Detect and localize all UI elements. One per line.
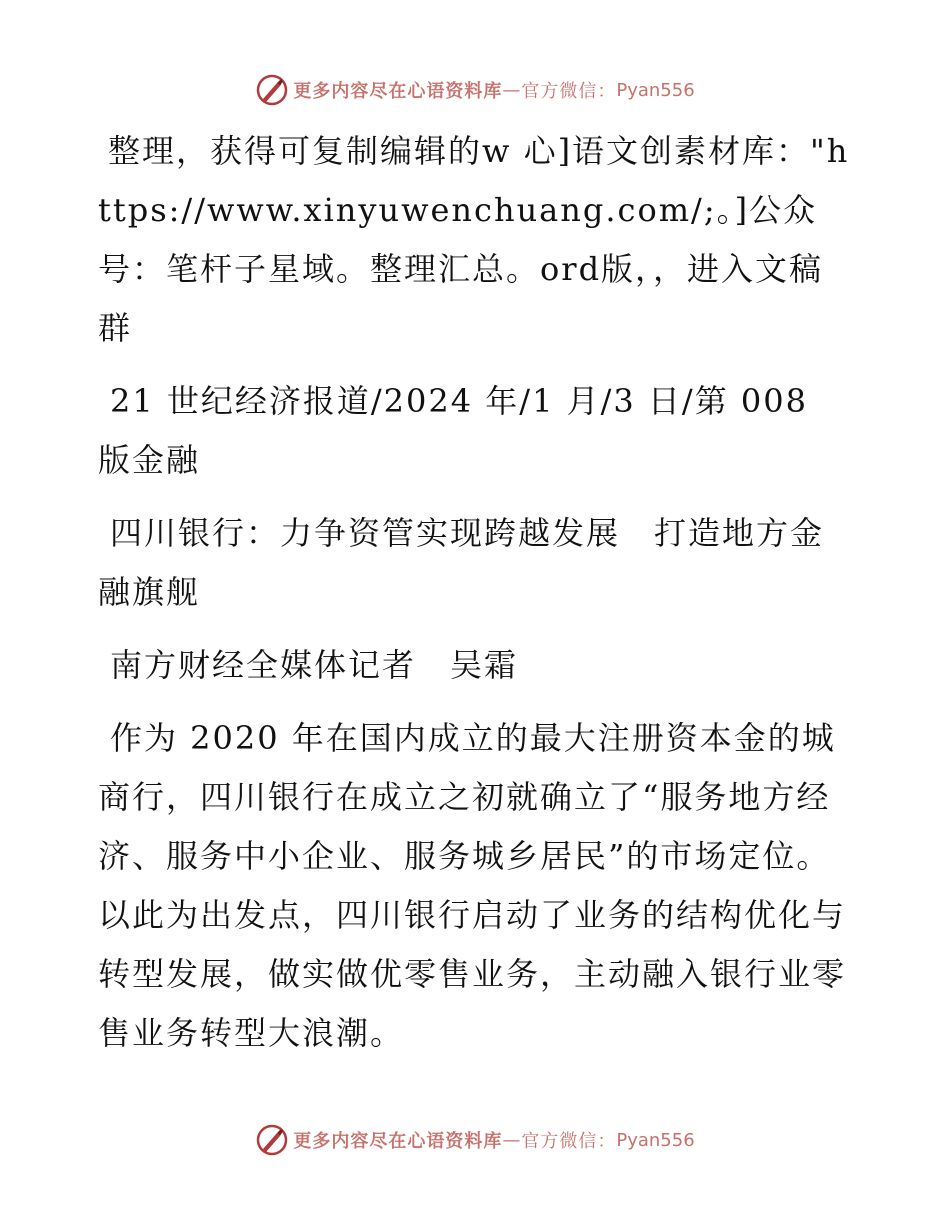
- watermark-banner-top: [0, 70, 950, 110]
- pen-logo-icon: [255, 73, 289, 107]
- body-paragraph: 作为 2020 年在国内成立的最大注册资本金的城商行，四川银行在成立之初就确立了“服务地方经济、服务中小企业、服务城乡居民”的市场定位。以此为出发点，四川银行启动了业务的结构优化与转型发展，做实做优零售业务，主动融入银行业零售业务转型大浪潮。: [98, 719, 847, 1052]
- watermark-wechat-id: Pyan556: [616, 79, 695, 101]
- watermark-sub-text: 官方微信：: [521, 81, 617, 102]
- byline: 南方财经全媒体记者 吴霜: [110, 646, 519, 684]
- watermark-wechat-id: Pyan556: [616, 1129, 695, 1151]
- pen-logo-icon: [255, 1123, 289, 1157]
- watermark-banner-bottom: [0, 1120, 950, 1160]
- intro-paragraph: 整理，获得可复制编辑的w 心]语文创素材库："https://www.xinyuwenchuang.com/;。]公众号：笔杆子星域。整理汇总。ord版，，进入文稿群: [98, 132, 850, 347]
- watermark-separator: —: [502, 1129, 522, 1151]
- watermark-main-text: 更多内容尽在心语资料库: [293, 81, 503, 102]
- watermark-separator: —: [502, 79, 522, 101]
- watermark-sub-text: 官方微信：: [521, 1131, 617, 1152]
- article-title: 四川银行：力争资管实现跨越发展 打造地方金融旗舰: [98, 514, 825, 611]
- document-content: [98, 122, 850, 1077]
- watermark-main-text: 更多内容尽在心语资料库: [293, 1131, 503, 1152]
- source-line: 21 世纪经济报道/2024 年/1 月/3 日/第 008 版金融: [98, 382, 808, 479]
